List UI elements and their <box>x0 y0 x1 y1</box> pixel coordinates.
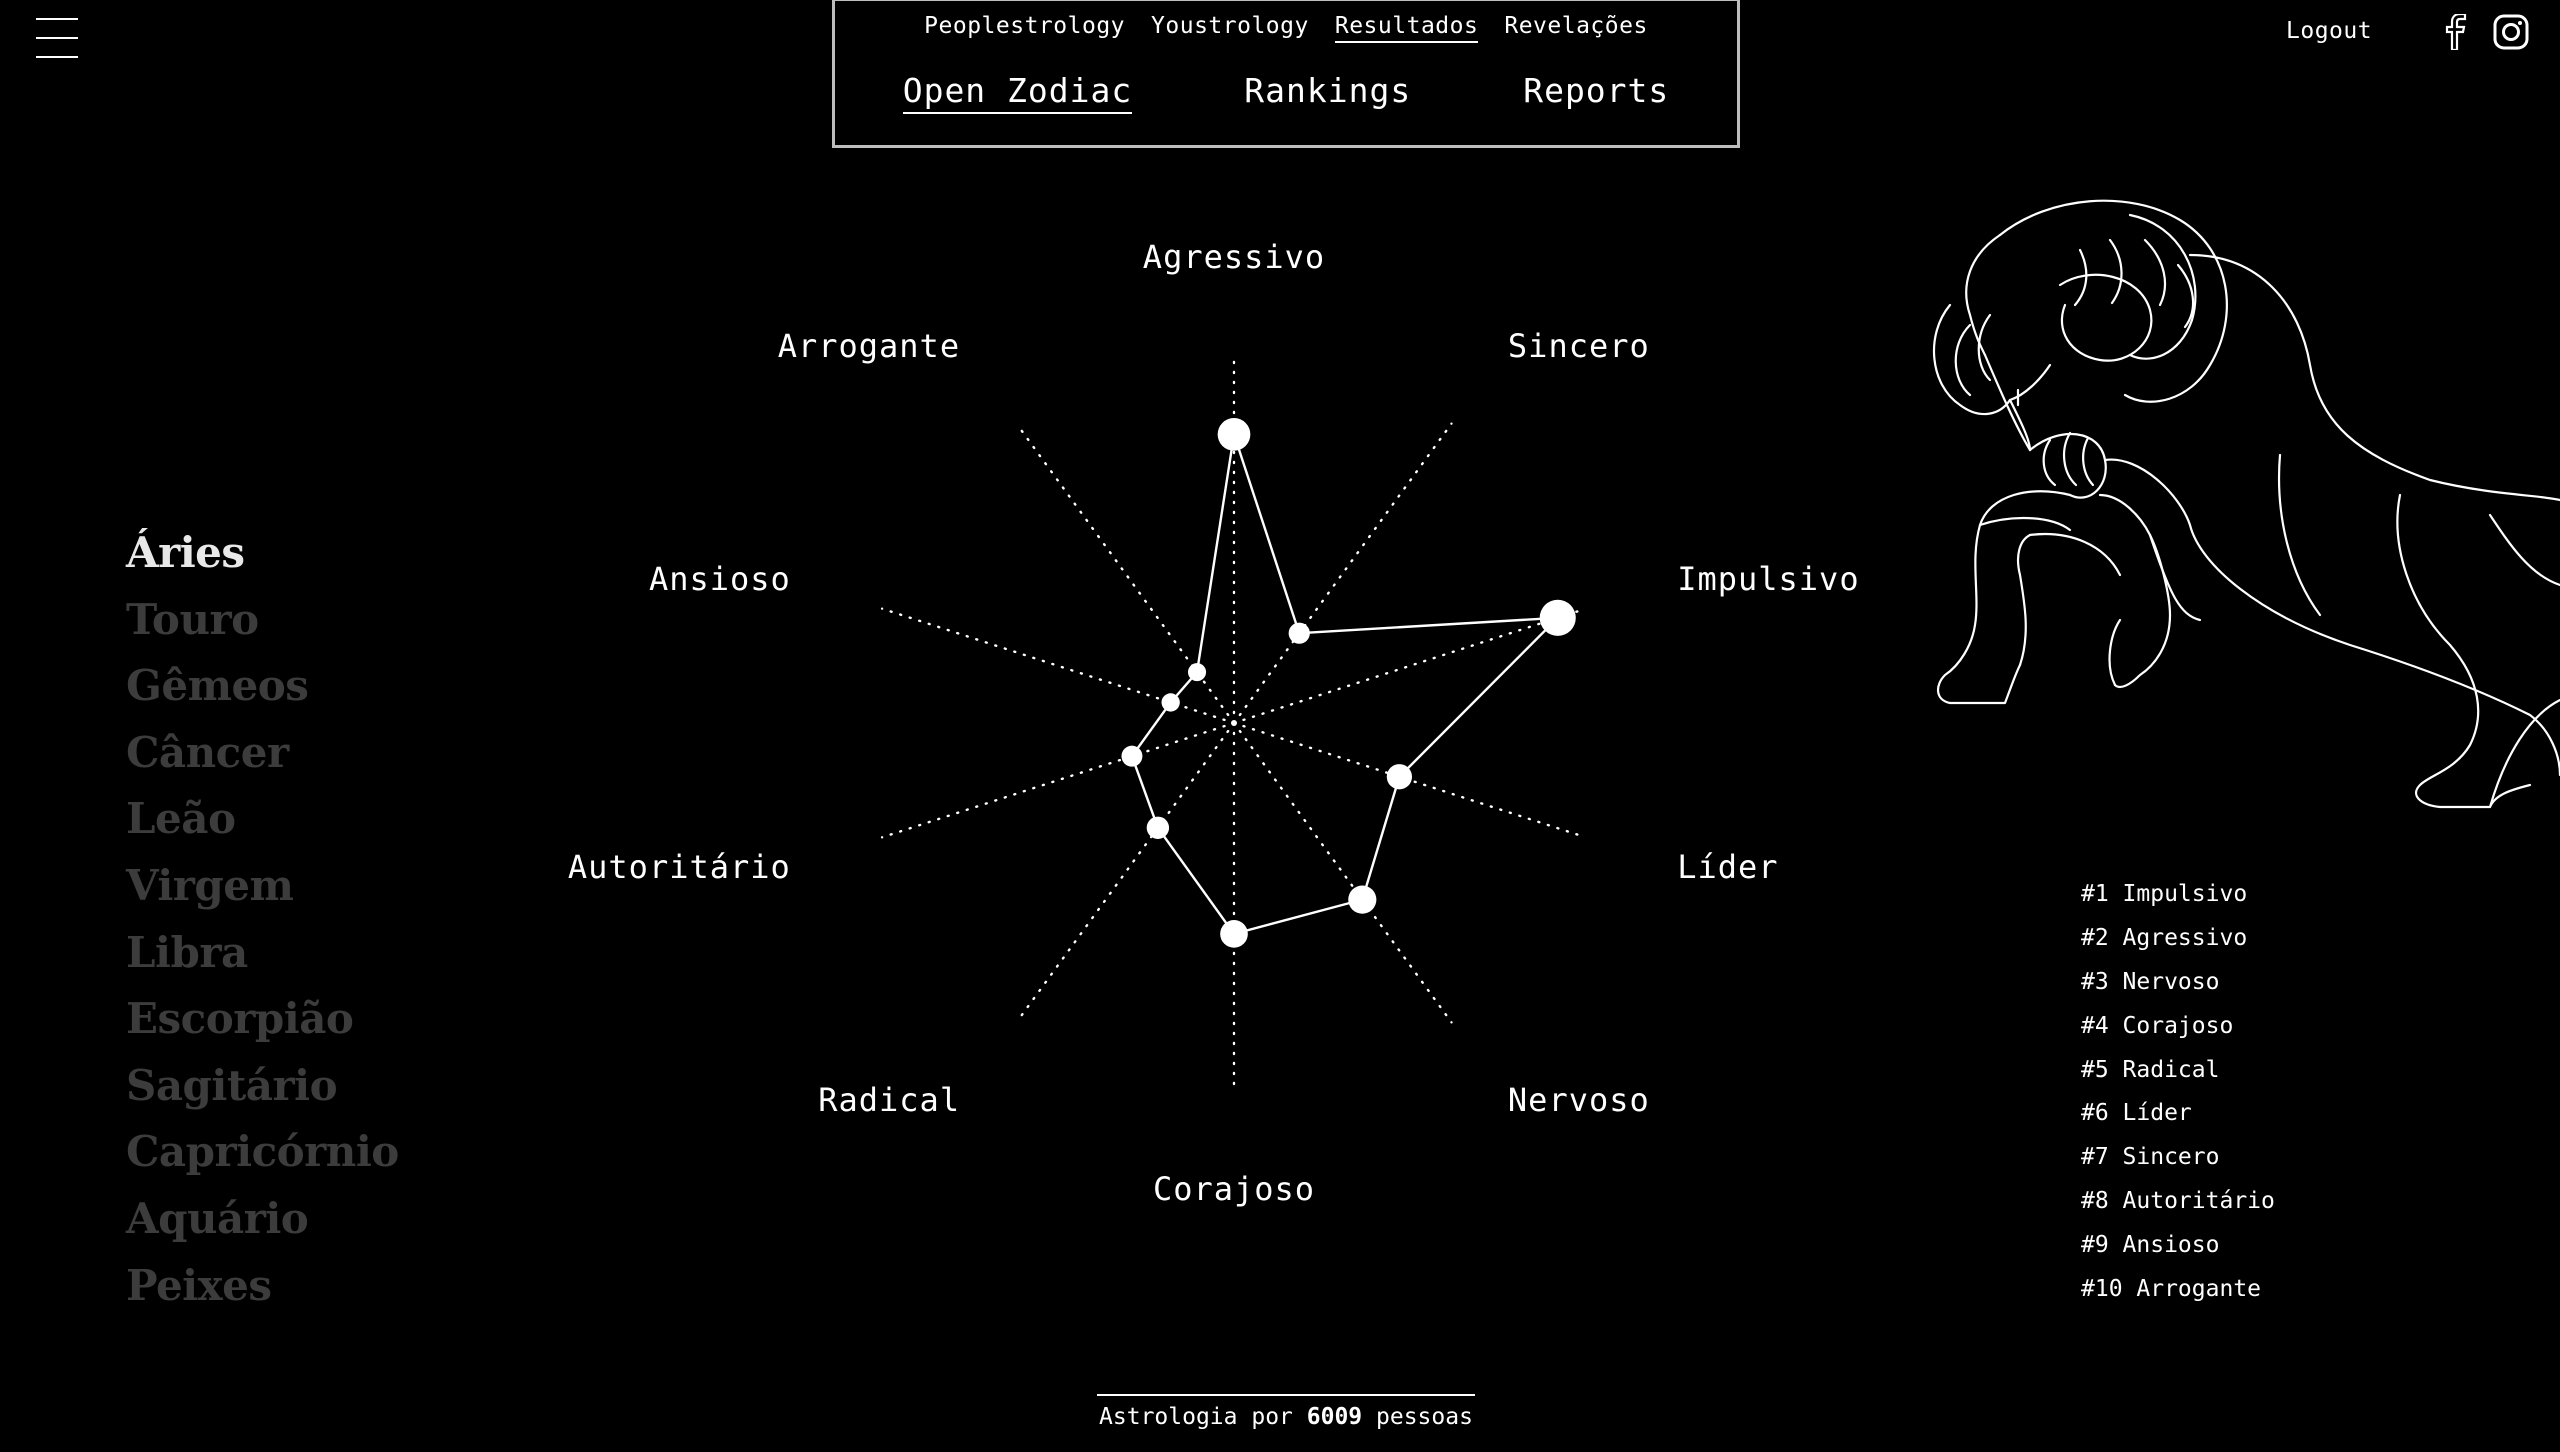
sign-aries[interactable]: Áries <box>126 528 245 577</box>
radar-axis-label: Arrogante <box>777 326 961 365</box>
radar-axis-label: Autoritário <box>567 848 791 887</box>
nav-revelacoes[interactable]: Revelações <box>1504 13 1648 39</box>
ranking-item: #9 Ansioso <box>2081 1232 2220 1259</box>
ranking-item: #10 Arrogante <box>2081 1276 2262 1303</box>
radar-axis-line <box>1234 424 1451 723</box>
radar-data-point <box>1540 600 1576 636</box>
radar-data-point <box>1188 663 1206 681</box>
radar-data-point <box>1220 920 1248 948</box>
radar-axis-line <box>1017 723 1234 1022</box>
radar-center-point <box>1231 720 1237 726</box>
sign-cancer[interactable]: Câncer <box>126 727 289 777</box>
radar-axis-label: Agressivo <box>1142 238 1326 276</box>
sign-sagitario[interactable]: Sagitário <box>126 1060 338 1110</box>
footer-suffix: pessoas <box>1376 1404 1473 1430</box>
nav-peoplestrology[interactable]: Peoplestrology <box>924 13 1126 39</box>
radar-axis-line <box>1234 723 1451 1022</box>
ranking-item: #7 Sincero <box>2081 1144 2220 1171</box>
sign-libra[interactable]: Libra <box>126 927 248 977</box>
ranking-item: #4 Corajoso <box>2081 1012 2234 1039</box>
radar-data-point <box>1161 693 1179 711</box>
trait-ranking-list <box>2081 873 2275 1312</box>
radar-axis-label: Ansioso <box>648 559 791 598</box>
sign-peixes[interactable]: Peixes <box>126 1260 272 1310</box>
radar-data-point <box>1387 764 1412 789</box>
sign-virgem[interactable]: Virgem <box>126 860 294 910</box>
radar-axis-label: Radical <box>818 1081 961 1120</box>
nav-resultados[interactable]: Resultados <box>1335 13 1478 43</box>
nav-youstrology[interactable]: Youstrology <box>1151 13 1309 39</box>
tab-reports[interactable]: Reports <box>1523 71 1670 110</box>
tab-open-zodiac[interactable]: Open Zodiac <box>903 71 1133 114</box>
logout-link[interactable]: Logout <box>2286 18 2373 44</box>
sign-leao[interactable]: Leão <box>126 794 236 844</box>
radar-axis-label: Corajoso <box>1152 1170 1316 1208</box>
ranking-item: #1 Impulsivo <box>2081 881 2248 907</box>
ranking-item: #2 Agressivo <box>2081 924 2248 951</box>
radar-axis-label: Líder <box>1677 848 1779 887</box>
radar-axis-line <box>882 609 1234 723</box>
ranking-item: #8 Autoritário <box>2081 1188 2275 1215</box>
footer-participant-count <box>1097 1394 1475 1430</box>
radar-data-point <box>1147 817 1169 839</box>
radar-axis-label: Impulsivo <box>1677 559 1860 598</box>
radar-data-point <box>1289 623 1310 644</box>
radar-axis-label: Nervoso <box>1507 1081 1650 1120</box>
sign-touro[interactable]: Touro <box>126 594 259 644</box>
radar-data-point <box>1218 418 1251 451</box>
tab-rankings[interactable]: Rankings <box>1244 71 1412 110</box>
ranking-item: #5 Radical <box>2081 1056 2220 1083</box>
ranking-item: #3 Nervoso <box>2081 968 2220 995</box>
participant-count: 6009 <box>1306 1404 1363 1430</box>
footer-prefix: Astrologia por <box>1099 1404 1293 1430</box>
radar-axis-line <box>882 723 1234 837</box>
radar-data-point <box>1121 746 1142 767</box>
ranking-item: #6 Líder <box>2081 1100 2192 1127</box>
aries-ram-icon <box>1930 195 2560 915</box>
sign-aquario[interactable]: Aquário <box>126 1193 309 1243</box>
radar-value-outline <box>1132 434 1558 934</box>
sign-escorpiao[interactable]: Escorpião <box>126 994 354 1044</box>
radar-axis-label: Sincero <box>1507 326 1650 365</box>
radar-data-point <box>1348 886 1376 914</box>
sign-capricornio[interactable]: Capricórnio <box>126 1127 399 1177</box>
sign-gemeos[interactable]: Gêmeos <box>126 661 309 711</box>
